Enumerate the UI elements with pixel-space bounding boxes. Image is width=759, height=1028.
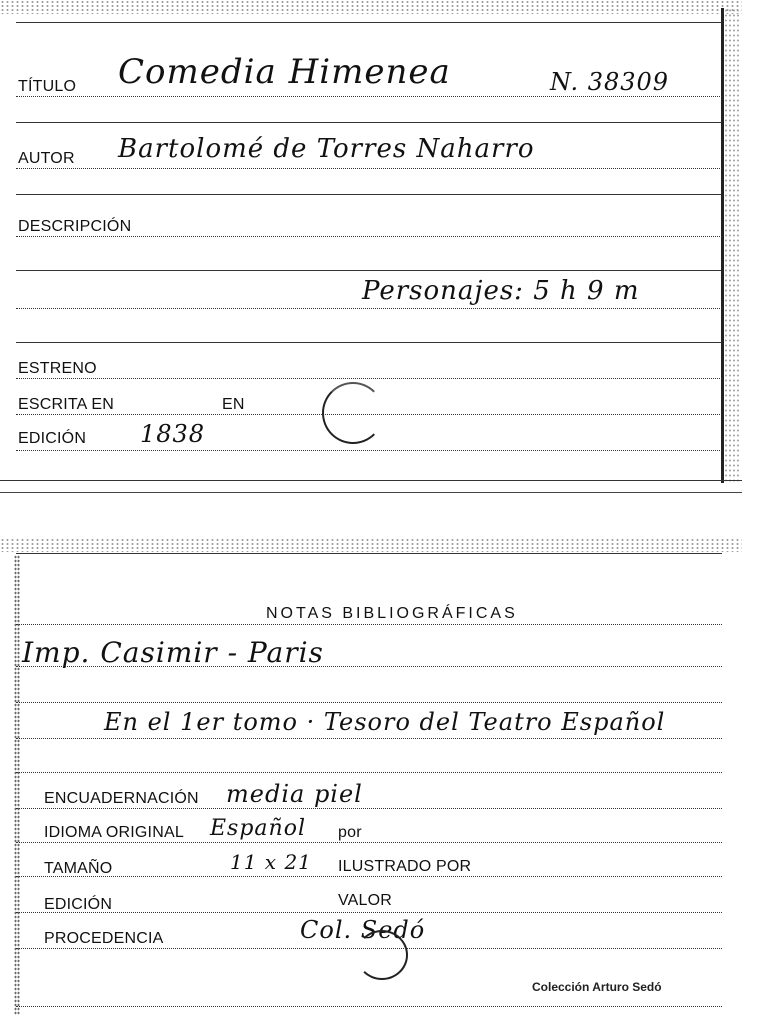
- procedencia-label: PROCEDENCIA: [44, 930, 164, 947]
- ruled-line: [16, 912, 722, 913]
- valor-label: VALOR: [338, 892, 393, 909]
- idioma-label: IDIOMA ORIGINAL: [44, 824, 184, 841]
- tamano-label: TAMAÑO: [44, 860, 113, 877]
- ruled-line: [16, 948, 722, 949]
- note-line-1: Imp. Casimir - Paris: [22, 636, 324, 669]
- notas-heading: NOTAS BIBLIOGRÁFICAS: [266, 605, 518, 622]
- encuadernacion-label: ENCUADERNACIÓN: [44, 790, 199, 807]
- en-label: EN: [222, 396, 245, 413]
- ruled-line: [16, 702, 722, 703]
- numero-value: N. 38309: [550, 68, 670, 96]
- ruled-line: [16, 808, 722, 809]
- card-edge-speckle: [0, 538, 742, 552]
- ruled-line: [16, 876, 722, 877]
- edicion-label-2: EDICIÓN: [44, 896, 113, 913]
- por-label: por: [338, 824, 362, 841]
- autor-value: Bartolomé de Torres Naharro: [118, 134, 535, 164]
- titulo-value: Comedia Himenea: [118, 52, 451, 92]
- ruled-line: [16, 738, 722, 739]
- descripcion-value: Personajes: 5 h 9 m: [362, 276, 640, 306]
- idioma-value: Español: [210, 816, 306, 841]
- descripcion-label: DESCRIPCIÓN: [18, 218, 132, 235]
- tamano-value: 11 x 21: [230, 850, 312, 874]
- autor-label: AUTOR: [18, 150, 75, 167]
- ruled-line: [16, 666, 722, 667]
- procedencia-value: Col. Sedó: [300, 916, 426, 944]
- edicion-value: 1838: [140, 420, 206, 448]
- titulo-label: TÍTULO: [18, 78, 77, 95]
- ruled-line: [16, 772, 722, 773]
- ruled-line: [16, 1006, 722, 1007]
- edicion-label: EDICIÓN: [18, 430, 87, 447]
- ink-circle-mark: [356, 930, 408, 980]
- top-rule: [16, 553, 722, 554]
- collection-footer: Colección Arturo Sedó: [532, 980, 662, 994]
- ruled-line: [16, 624, 722, 625]
- ruled-line: [16, 842, 722, 843]
- note-line-2: En el 1er tomo · Tesoro del Teatro Español: [104, 708, 666, 736]
- escrita-label: ESCRITA EN: [18, 396, 114, 413]
- estreno-label: ESTRENO: [18, 360, 97, 377]
- ilustrado-label: ILUSTRADO POR: [338, 858, 472, 875]
- encuadernacion-value: media piel: [226, 780, 363, 808]
